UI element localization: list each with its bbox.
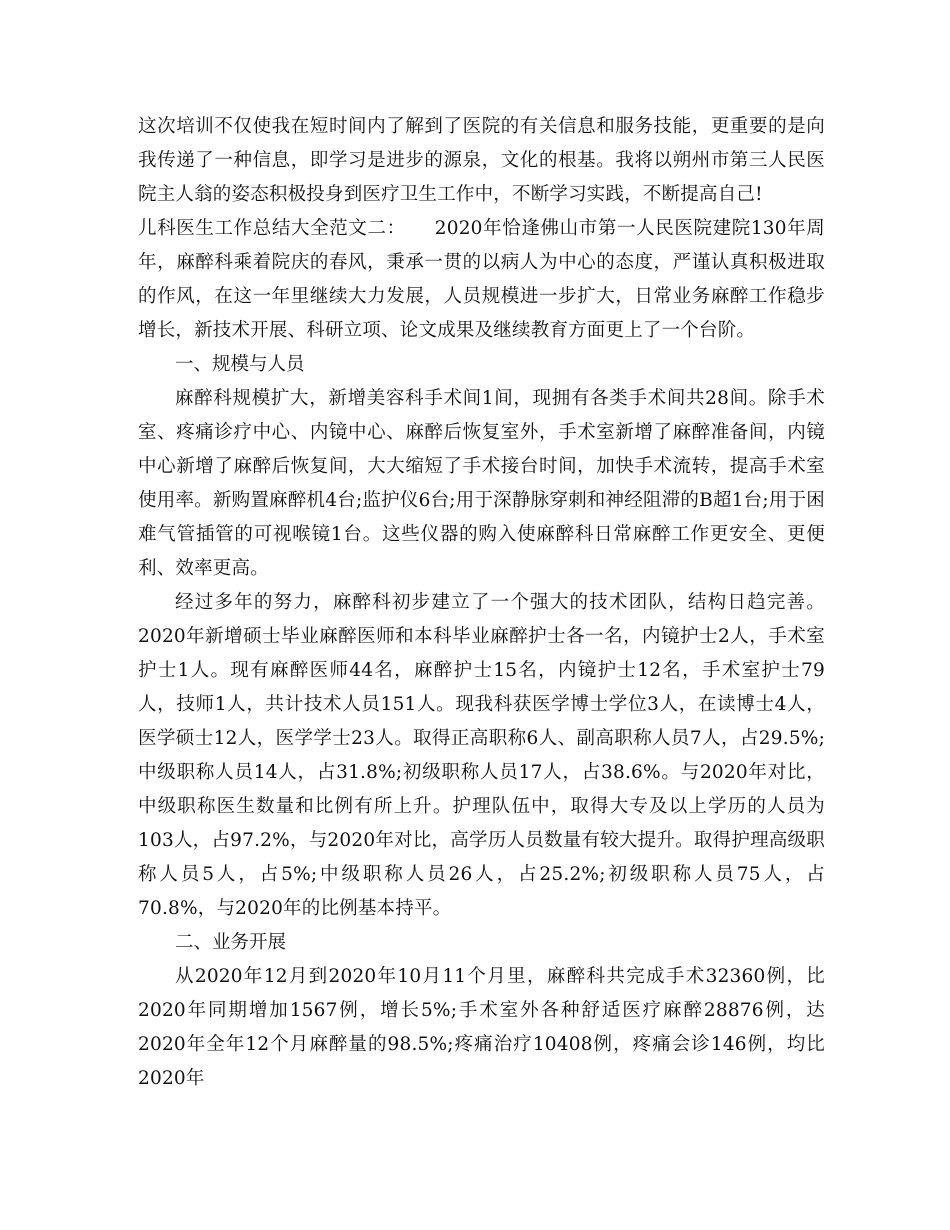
heading-business-development: 二、业务开展 bbox=[175, 932, 287, 953]
paragraph-technical-team: 经过多年的努力，麻醉科初步建立了一个强大的技术团队，结构日趋完善。2020年新增硕士毕业麻醉医师和本科毕业麻醉护士各一名，内镜护士2人，手术室护士1人。现有麻醉医师44名，麻醉护士15名，内镜护士12名，手术室护士79人，技师1人，共计技术人员151人。现我科获医学博士学位3人，在读博士4人，医学硕士12人，医学学士23人。取得正高职称6人、副高职称人员7人，占29.5%;中级职称人员14人，占31.8%;初级职称人员17人，占38.6%。与2020年对比，中级职称医生数量和比例有所上升。护理队伍中，取得大专及以上学历的人员为103人，占97.2%，与2020年对比，高学历人员数量有较大提升。取得护理高级职称人员5人，占5%;中级职称人员26人，占25.2%;初级职称人员75人，占70.8%，与2020年的比例基本持平。 bbox=[138, 592, 825, 919]
document-body bbox=[138, 110, 825, 1096]
paragraph-training-conclusion: 这次培训不仅使我在短时间内了解到了医院的有关信息和服务技能，更重要的是向我传递了一种信息，即学习是进步的源泉，文化的根基。我将以朔州市第三人民医院主人翁的姿态积极投身到医疗卫生工作中，不断学习实践，不断提高自己! bbox=[138, 116, 825, 205]
heading-scale-and-staff: 一、规模与人员 bbox=[175, 354, 305, 375]
paragraph-surgery-statistics: 从2020年12月到2020年10月11个月里，麻醉科共完成手术32360例，比2020年同期增加1567例，增长5%;手术室外各种舒适医疗麻醉28876例，达2020年全年12个月麻醉量的98.5%;疼痛治疗10408例，疼痛会诊146例，均比2020年 bbox=[138, 966, 825, 1089]
paragraph-department-scale: 麻醉科规模扩大，新增美容科手术间1间，现拥有各类手术间共28间。除手术室、疼痛诊疗中心、内镜中心、麻醉后恢复室外，手术室新增了麻醉准备间，内镜中心新增了麻醉后恢复间，大大缩短了手术接台时间，加快手术流转，提高手术室使用率。新购置麻醉机4台;监护仪6台;用于深静脉穿刺和神经阻滞的B超1台;用于困难气管插管的可视喉镜1台。这些仪器的购入使麻醉科日常麻醉工作更安全、更便利、效率更高。 bbox=[138, 388, 825, 579]
paragraph-section-two-intro: 儿科医生工作总结大全范文二： 2020年恰逢佛山市第一人民医院建院130年周年，麻醉科乘着院庆的春风，秉承一贯的以病人为中心的态度，严谨认真积极进取的作风，在这一年里继续大力发展，人员规模进一步扩大，日常业务麻醉工作稳步增长，新技术开展、科研立项、论文成果及继续教育方面更上了一个台阶。 bbox=[138, 218, 825, 341]
